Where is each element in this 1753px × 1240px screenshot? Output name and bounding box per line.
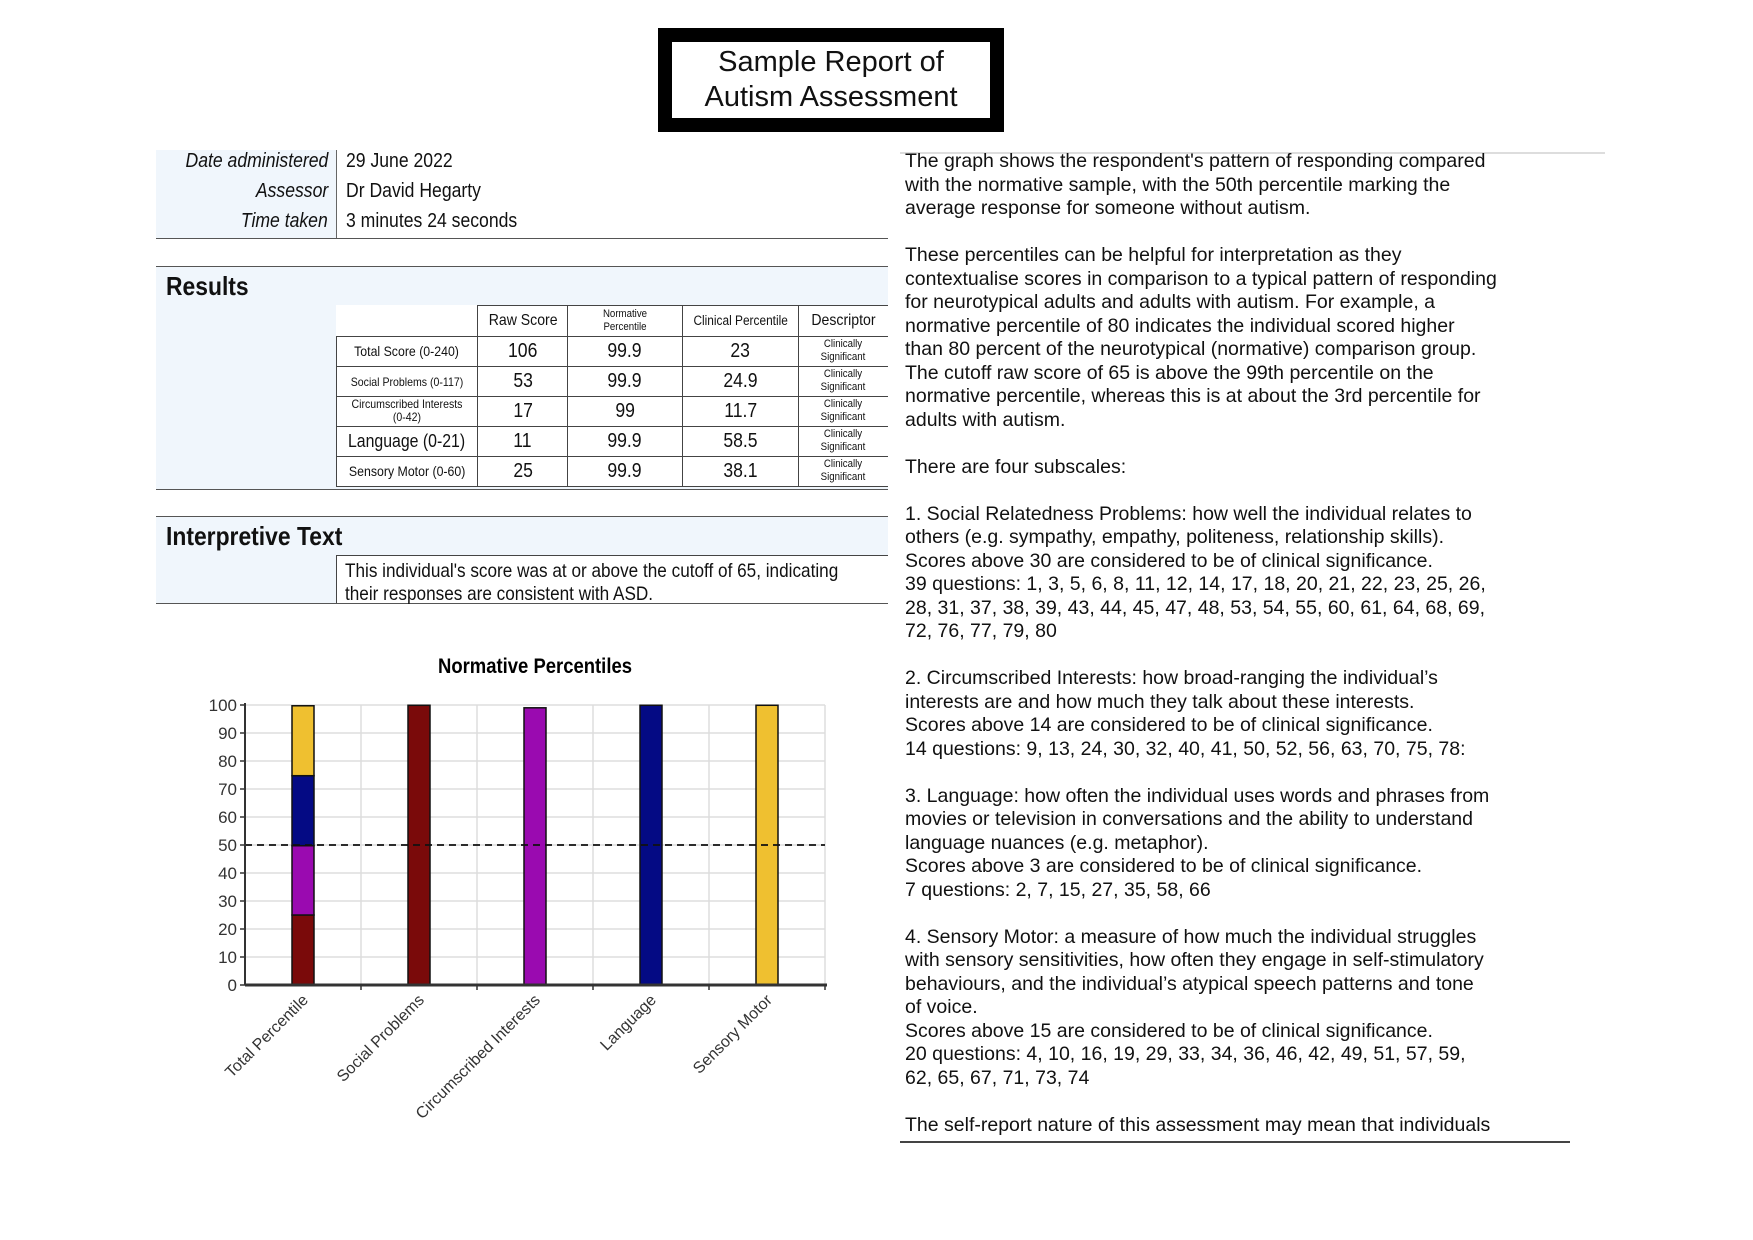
row-clinical: 11.7 xyxy=(682,397,798,427)
meta-value-assessor: Dr David Hegarty xyxy=(346,180,481,202)
report-title-line-2: Autism Assessment xyxy=(704,81,958,113)
y-tick-label: 50 xyxy=(218,836,237,855)
row-name: Sensory Motor (0-60) xyxy=(337,457,478,487)
text-line: with the normative sample, with the 50th percentile marking the xyxy=(905,173,1451,196)
text-line: contextualise scores in comparison to a typical pattern of responding xyxy=(905,267,1497,290)
text-paragraph xyxy=(905,667,1610,761)
header-raw-score: Raw Score xyxy=(478,306,568,337)
text-line: Scores above 3 are considered to be of clinical significance. xyxy=(905,855,1423,877)
report-title-line-1: Sample Report of xyxy=(718,46,944,78)
bar-segment xyxy=(292,776,314,846)
header-descriptor: Descriptor xyxy=(798,306,888,337)
y-tick-label: 20 xyxy=(218,920,237,939)
results-section xyxy=(156,266,888,490)
text-line: There are four subscales: xyxy=(905,455,1127,478)
text-line: The self-report nature of this assessment may mean that individuals xyxy=(905,1113,1491,1136)
text-paragraph xyxy=(905,503,1610,644)
x-category-label: Social Problems xyxy=(334,991,428,1086)
text-line: language nuances (e.g. metaphor). xyxy=(905,831,1209,854)
header-empty xyxy=(337,306,478,337)
report-title xyxy=(672,42,990,118)
table-row xyxy=(337,457,889,487)
y-tick-label: 30 xyxy=(218,892,237,911)
row-descriptor: Clinically Significant xyxy=(798,397,888,427)
text-line: 1. Social Relatedness Problems: how well the individual relates to xyxy=(905,502,1472,525)
results-heading: Results xyxy=(166,271,249,301)
meta-label-assessor: Assessor xyxy=(255,180,328,202)
text-line: behaviours, and the individual’s atypical speech patterns and tone xyxy=(905,972,1474,995)
y-tick-label: 0 xyxy=(227,976,237,995)
text-line: of voice. xyxy=(905,996,978,1018)
interpretive-text xyxy=(336,555,888,603)
y-tick-label: 80 xyxy=(218,752,237,771)
text-line: 62, 65, 67, 71, 73, 74 xyxy=(905,1066,1090,1089)
row-raw: 53 xyxy=(478,367,568,397)
row-descriptor: Clinically Significant xyxy=(798,337,888,367)
text-line: The cutoff raw score of 65 is above the 99th percentile on the xyxy=(905,361,1434,384)
text-line: 39 questions: 1, 3, 5, 6, 8, 11, 12, 14, 17, 18, 20, 21, 22, 23, 25, 26, xyxy=(905,573,1486,595)
meta-value-date: 29 June 2022 xyxy=(346,150,453,172)
text-line: for neurotypical adults and adults with autism. For example, a xyxy=(905,291,1436,313)
text-line: 28, 31, 37, 38, 39, 43, 44, 45, 47, 48, 53, 54, 55, 60, 61, 64, 68, 69, xyxy=(905,596,1486,619)
text-line: These percentiles can be helpful for interpretation as they xyxy=(905,244,1402,266)
text-line: Scores above 30 are considered to be of clinical significance. xyxy=(905,549,1433,572)
x-category-label: Language xyxy=(597,991,660,1055)
text-line: 2. Circumscribed Interests: how broad-ranging the individual’s xyxy=(905,667,1438,689)
meta-label-time: Time taken xyxy=(241,210,328,232)
row-normative: 99.9 xyxy=(568,337,682,367)
interpretive-line: their responses are consistent with ASD. xyxy=(345,583,654,605)
row-name: Social Problems (0-117) xyxy=(337,367,478,397)
text-line: adults with autism. xyxy=(905,408,1066,431)
text-paragraph xyxy=(905,456,1610,480)
text-line: 4. Sensory Motor: a measure of how much the individual struggles xyxy=(905,925,1477,948)
chart-svg xyxy=(160,645,880,1165)
y-tick-label: 40 xyxy=(218,864,237,883)
x-category-label: Circumscribed Interests xyxy=(412,991,544,1123)
text-paragraph xyxy=(905,150,1610,221)
text-line: 3. Language: how often the individual uses words and phrases from xyxy=(905,784,1490,807)
normative-percentiles-chart xyxy=(160,645,880,1165)
interpretive-line: This individual's score was at or above the cutoff of 65, indicating xyxy=(345,560,839,582)
text-line: normative percentile of 80 indicates the individual scored higher xyxy=(905,314,1455,337)
table-row xyxy=(337,367,889,397)
text-line: 14 questions: 9, 13, 24, 30, 32, 40, 41, 50, 52, 56, 63, 70, 75, 78: xyxy=(905,737,1466,760)
row-clinical: 58.5 xyxy=(682,427,798,457)
bar-segment xyxy=(292,915,314,985)
text-line: 20 questions: 4, 10, 16, 19, 29, 33, 34, 36, 46, 42, 49, 51, 57, 59, xyxy=(905,1043,1466,1065)
table-row xyxy=(337,397,889,427)
x-category-label: Total Percentile xyxy=(222,991,312,1082)
text-line: 72, 76, 77, 79, 80 xyxy=(905,620,1057,642)
interpretive-heading: Interpretive Text xyxy=(166,521,343,551)
text-line: movies or television in conversations and the ability to understand xyxy=(905,808,1473,830)
meta-value-time: 3 minutes 24 seconds xyxy=(346,210,518,232)
header-normative-percentile: Normative Percentile xyxy=(568,306,682,337)
interpretive-section xyxy=(156,516,888,604)
y-tick-label: 90 xyxy=(218,724,237,743)
text-line: Scores above 15 are considered to be of clinical significance. xyxy=(905,1019,1433,1042)
text-line: than 80 percent of the neurotypical (normative) comparison group. xyxy=(905,338,1477,360)
row-raw: 25 xyxy=(478,457,568,487)
bar-segment xyxy=(292,846,314,915)
row-raw: 11 xyxy=(478,427,568,457)
row-normative: 99.9 xyxy=(568,367,682,397)
explanatory-text xyxy=(905,150,1610,1161)
row-normative: 99.9 xyxy=(568,427,682,457)
right-bottom-rule xyxy=(900,1141,1570,1143)
row-descriptor: Clinically Significant xyxy=(798,367,888,397)
text-line: Scores above 14 are considered to be of clinical significance. xyxy=(905,714,1433,736)
results-table xyxy=(336,305,888,487)
y-tick-label: 10 xyxy=(218,948,237,967)
bar-segment xyxy=(524,708,546,985)
row-name: Circumscribed Interests (0-42) xyxy=(337,397,478,427)
text-paragraph xyxy=(905,1114,1610,1138)
results-header-row xyxy=(337,306,889,337)
text-paragraph xyxy=(905,244,1610,432)
text-line: normative percentile, whereas this is at about the 3rd percentile for xyxy=(905,385,1481,407)
text-line: with sensory sensitivities, how often they engage in self-stimulatory xyxy=(905,949,1484,971)
text-line: 7 questions: 2, 7, 15, 27, 35, 58, 66 xyxy=(905,878,1211,901)
row-raw: 106 xyxy=(478,337,568,367)
bar-segment xyxy=(292,706,314,776)
meta-labels-column xyxy=(156,150,337,238)
row-descriptor: Clinically Significant xyxy=(798,457,888,487)
y-tick-label: 70 xyxy=(218,780,237,799)
text-line: others (e.g. sympathy, empathy, politeness, relationship skills). xyxy=(905,526,1445,548)
text-line: average response for someone without autism. xyxy=(905,197,1311,219)
assessment-meta xyxy=(156,150,888,239)
y-tick-label: 100 xyxy=(208,696,237,715)
report-title-box xyxy=(658,28,1004,132)
x-category-label: Sensory Motor xyxy=(690,991,776,1078)
meta-label-date: Date administered xyxy=(185,150,328,172)
row-clinical: 24.9 xyxy=(682,367,798,397)
text-paragraph xyxy=(905,785,1610,903)
row-descriptor: Clinically Significant xyxy=(798,427,888,457)
row-normative: 99 xyxy=(568,397,682,427)
row-clinical: 23 xyxy=(682,337,798,367)
table-row xyxy=(337,427,889,457)
row-clinical: 38.1 xyxy=(682,457,798,487)
row-normative: 99.9 xyxy=(568,457,682,487)
y-tick-label: 60 xyxy=(218,808,237,827)
chart-title: Normative Percentiles xyxy=(438,654,632,679)
header-clinical-percentile: Clinical Percentile xyxy=(682,306,798,337)
text-line: interests are and how much they talk about these interests. xyxy=(905,690,1415,713)
row-name: Language (0-21) xyxy=(337,427,478,457)
row-name: Total Score (0-240) xyxy=(337,337,478,367)
row-raw: 17 xyxy=(478,397,568,427)
table-row xyxy=(337,337,889,367)
text-paragraph xyxy=(905,926,1610,1091)
text-line: The graph shows the respondent's pattern of responding compared xyxy=(905,150,1486,172)
